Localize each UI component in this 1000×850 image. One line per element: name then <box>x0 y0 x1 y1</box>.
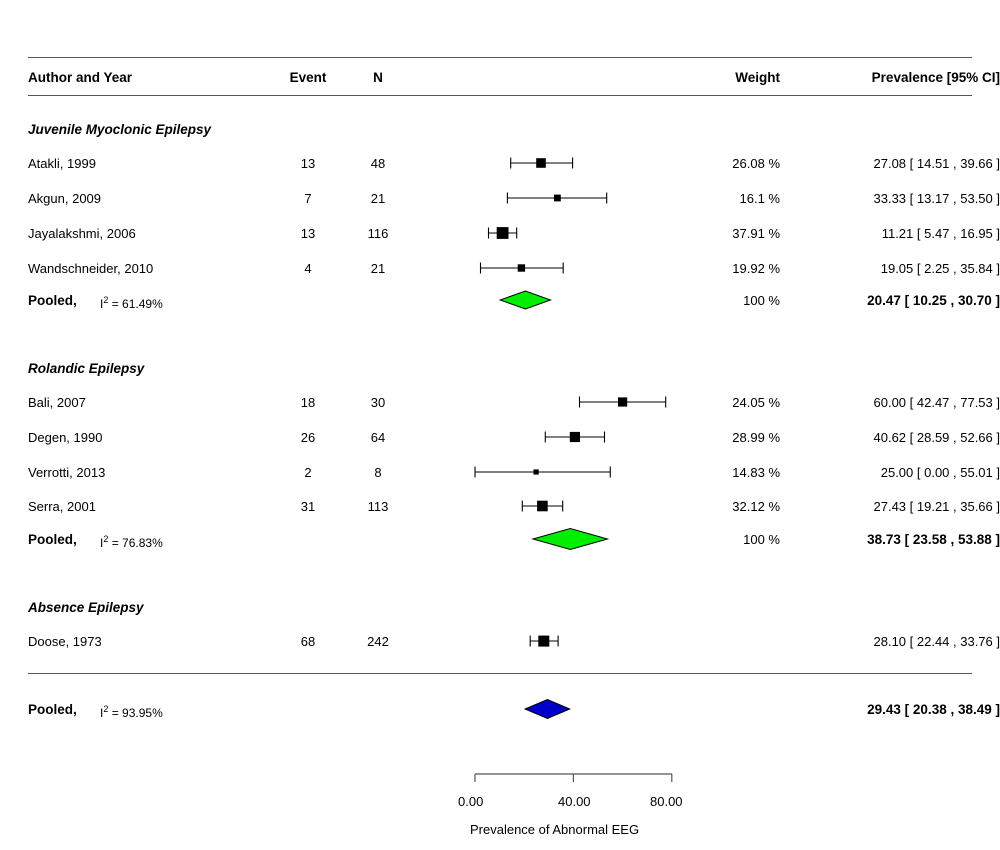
study-event-doose-1973: 68 <box>300 634 316 649</box>
group-title-juvenile-myoclonic-epilepsy: Juvenile Myoclonic Epilepsy <box>28 122 212 137</box>
study-event-jayalakshmi-2006: 13 <box>300 226 316 241</box>
axis-tick-0: 0.00 <box>458 794 484 809</box>
heterogeneity-group-2 <box>100 535 163 549</box>
column-header-author: Author and Year <box>28 70 133 85</box>
i2-symbol: I <box>100 536 104 550</box>
study-n-atakli-1999: 48 <box>370 156 386 171</box>
pooled-weight-group-2: 100 % <box>743 532 780 547</box>
study-ci-bali-2007: 60.00 [ 42.47 , 77.53 ] <box>873 395 1000 410</box>
study-n-wandschneider-2010: 21 <box>370 261 386 276</box>
axis-tick-2: 80.00 <box>650 794 683 809</box>
study-n-degen-1990: 64 <box>370 430 386 445</box>
study-author-akgun-2009: Akgun, 2009 <box>28 191 102 206</box>
study-ci-doose-1973: 28.10 [ 22.44 , 33.76 ] <box>873 634 1000 649</box>
forest-row-verrotti-2013 <box>475 467 610 478</box>
axis-tick-1: 40.00 <box>558 794 591 809</box>
header-rule-top <box>28 57 972 58</box>
study-ci-serra-2001: 27.43 [ 19.21 , 35.66 ] <box>873 499 1000 514</box>
study-weight-akgun-2009: 16.1 % <box>739 191 780 206</box>
study-weight-wandschneider-2010: 19.92 % <box>732 261 780 276</box>
study-weight-degen-1990: 28.99 % <box>732 430 780 445</box>
forest-row-doose-1973 <box>530 636 558 647</box>
i2-exponent: 2 <box>103 534 109 544</box>
forest-summary-diamond-group-2 <box>533 529 608 550</box>
i2-exponent: 2 <box>103 295 109 305</box>
column-header-weight: Weight <box>735 70 780 85</box>
study-weight-atakli-1999: 26.08 % <box>732 156 780 171</box>
study-author-serra-2001: Serra, 2001 <box>28 499 96 514</box>
forest-summary-diamond-group-1 <box>500 291 550 309</box>
study-ci-verrotti-2013: 25.00 [ 0.00 , 55.01 ] <box>880 465 1000 480</box>
study-weight-serra-2001: 32.12 % <box>732 499 780 514</box>
study-author-degen-1990: Degen, 1990 <box>28 430 103 445</box>
study-author-verrotti-2013: Verrotti, 2013 <box>28 465 106 480</box>
forest-row-degen-1990 <box>545 432 604 443</box>
i2-exponent: 2 <box>103 704 109 714</box>
forest-row-serra-2001 <box>522 501 562 512</box>
forest-row-akgun-2009 <box>507 193 606 204</box>
study-event-degen-1990: 26 <box>300 430 316 445</box>
overall-pooled-ci: 29.43 [ 20.38 , 38.49 ] <box>867 702 1000 717</box>
group-title-rolandic-epilepsy: Rolandic Epilepsy <box>28 361 145 376</box>
forest-row-bali-2007 <box>580 397 666 408</box>
study-ci-atakli-1999: 27.08 [ 14.51 , 39.66 ] <box>873 156 1000 171</box>
study-author-atakli-1999: Atakli, 1999 <box>28 156 96 171</box>
study-weight-verrotti-2013: 14.83 % <box>732 465 780 480</box>
forest-axis <box>475 774 672 782</box>
group-title-absence-epilepsy: Absence Epilepsy <box>28 600 144 615</box>
study-n-akgun-2009: 21 <box>370 191 386 206</box>
i2-value: = 61.49% <box>111 297 163 311</box>
axis-title: Prevalence of Abnormal EEG <box>470 822 640 837</box>
study-ci-wandschneider-2010: 19.05 [ 2.25 , 35.84 ] <box>880 261 1000 276</box>
overall-pooled-label: Pooled, <box>28 702 77 717</box>
forest-row-wandschneider-2010 <box>481 263 564 274</box>
forest-overall-diamond <box>525 700 570 719</box>
study-weight-jayalakshmi-2006: 37.91 % <box>732 226 780 241</box>
study-ci-degen-1990: 40.62 [ 28.59 , 52.66 ] <box>873 430 1000 445</box>
forest-row-atakli-1999 <box>511 158 573 169</box>
study-event-atakli-1999: 13 <box>300 156 316 171</box>
forest-row-jayalakshmi-2006 <box>489 227 517 239</box>
column-header-ci: Prevalence [95% CI] <box>871 70 1000 85</box>
pooled-label-group-2: Pooled, <box>28 532 77 547</box>
study-ci-akgun-2009: 33.33 [ 13.17 , 53.50 ] <box>873 191 1000 206</box>
study-event-serra-2001: 31 <box>300 499 316 514</box>
i2-value: = 93.95% <box>111 706 163 720</box>
study-event-bali-2007: 18 <box>300 395 316 410</box>
study-author-jayalakshmi-2006: Jayalakshmi, 2006 <box>28 226 136 241</box>
overall-rule <box>28 673 972 674</box>
header-rule-bottom <box>28 95 972 96</box>
pooled-ci-group-2: 38.73 [ 23.58 , 53.88 ] <box>867 532 1000 547</box>
study-n-serra-2001: 113 <box>367 499 389 514</box>
i2-value: = 76.83% <box>111 536 163 550</box>
study-n-bali-2007: 30 <box>370 395 386 410</box>
study-n-verrotti-2013: 8 <box>374 465 382 480</box>
column-header-n: N <box>373 70 383 85</box>
study-author-wandschneider-2010: Wandschneider, 2010 <box>28 261 154 276</box>
heterogeneity-group-1 <box>100 296 163 310</box>
i2-symbol: I <box>100 297 104 311</box>
study-author-bali-2007: Bali, 2007 <box>28 395 86 410</box>
pooled-label-group-1: Pooled, <box>28 293 77 308</box>
study-weight-bali-2007: 24.05 % <box>732 395 780 410</box>
study-ci-jayalakshmi-2006: 11.21 [ 5.47 , 16.95 ] <box>881 226 1000 241</box>
overall-heterogeneity <box>100 705 163 719</box>
study-event-verrotti-2013: 2 <box>304 465 312 480</box>
i2-symbol: I <box>100 706 104 720</box>
study-event-akgun-2009: 7 <box>304 191 312 206</box>
pooled-ci-group-1: 20.47 [ 10.25 , 30.70 ] <box>867 293 1000 308</box>
column-header-event: Event <box>289 70 327 85</box>
study-n-jayalakshmi-2006: 116 <box>367 226 389 241</box>
study-n-doose-1973: 242 <box>367 634 389 649</box>
pooled-weight-group-1: 100 % <box>743 293 780 308</box>
study-author-doose-1973: Doose, 1973 <box>28 634 102 649</box>
study-event-wandschneider-2010: 4 <box>304 261 312 276</box>
